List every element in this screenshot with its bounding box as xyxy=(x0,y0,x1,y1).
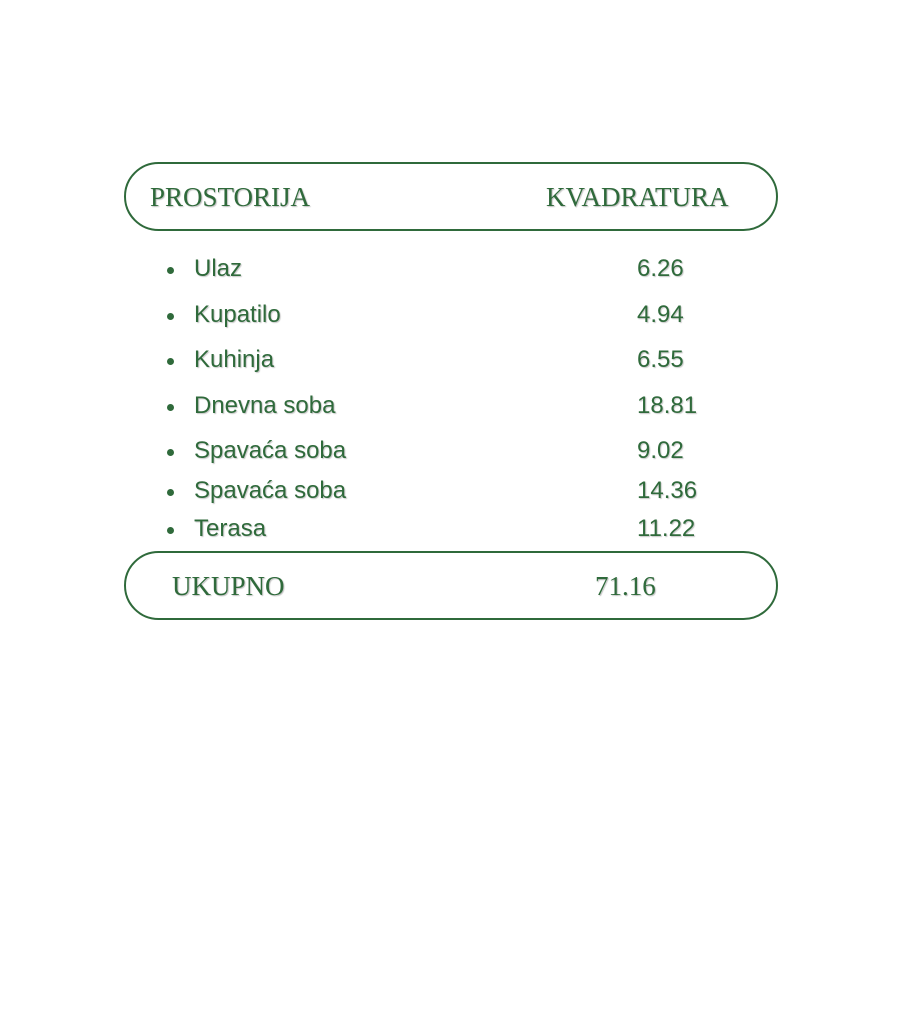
room-area: 6.26 xyxy=(637,255,684,282)
list-item xyxy=(0,345,905,375)
total-row xyxy=(124,551,778,620)
bullet-icon xyxy=(167,313,174,320)
room-area: 14.36 xyxy=(637,477,698,504)
bullet-icon xyxy=(167,358,174,365)
list-item xyxy=(0,300,905,330)
room-area: 11.22 xyxy=(637,515,696,542)
bullet-icon xyxy=(167,404,174,411)
list-item xyxy=(0,514,905,544)
total-value: 71.16 xyxy=(595,571,656,601)
room-area: 9.02 xyxy=(637,437,684,464)
room-name: Spavaća soba xyxy=(194,437,347,464)
list-item xyxy=(0,254,905,284)
room-name: Terasa xyxy=(194,515,267,542)
bullet-icon xyxy=(167,527,174,534)
bullet-icon xyxy=(167,449,174,456)
list-item xyxy=(0,436,905,466)
room-area: 4.94 xyxy=(637,301,684,328)
room-area: 18.81 xyxy=(637,392,698,419)
room-name: Kupatilo xyxy=(194,301,281,328)
bullet-icon xyxy=(167,489,174,496)
list-item xyxy=(0,391,905,421)
room-area: 6.55 xyxy=(637,346,684,373)
bullet-icon xyxy=(167,267,174,274)
area-column-header: KVADRATURA xyxy=(546,182,729,212)
list-item xyxy=(0,476,905,506)
room-name: Kuhinja xyxy=(194,346,275,373)
room-name: Spavaća soba xyxy=(194,477,347,504)
total-label: UKUPNO xyxy=(172,571,285,601)
room-name: Ulaz xyxy=(194,255,243,282)
room-column-header: PROSTORIJA xyxy=(150,182,311,212)
table-header xyxy=(124,162,778,231)
room-name: Dnevna soba xyxy=(194,392,336,419)
